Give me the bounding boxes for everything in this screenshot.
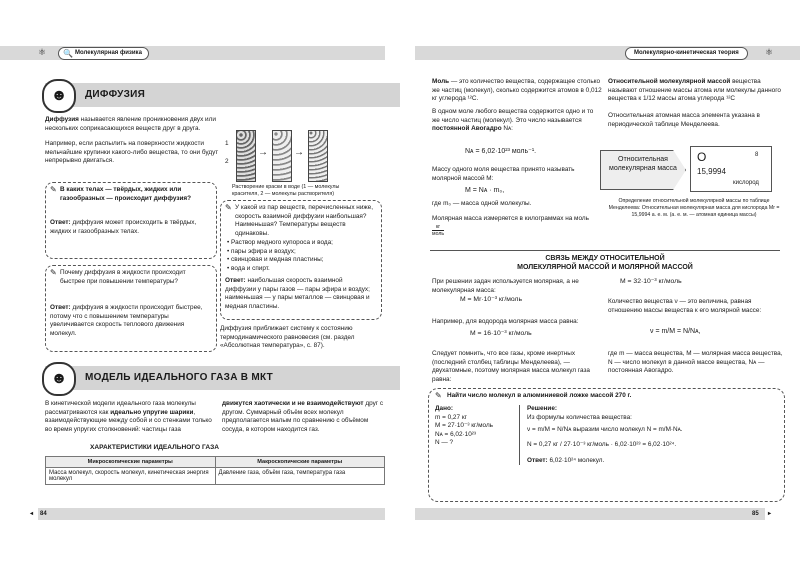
units-fraction: $\frac{кг}{\text{моль}}$ [432, 223, 445, 237]
diffusion-note: Диффузия приближает систему к состоянию термодинамического равновесия (см. раздел «Абсолютная температура», с. 87). [220, 325, 355, 350]
answer: Ответ: 6,02·10²⁴ молекул. [527, 457, 605, 465]
ideal-gas-table [45, 456, 385, 485]
avogadro-text: В одном моле любого вещества содержится одно и то же число частиц (молекул). Это число называется постоянной Авогадро Nᴀ: [432, 108, 594, 133]
relation-formula-1: M = Mr·10⁻³ кг/моль [460, 296, 523, 303]
ideal-gas-title: МОДЕЛЬ ИДЕАЛЬНОГО ГАЗА В МКТ [85, 372, 274, 383]
list-item: • Раствор медного купороса и вода; [227, 239, 333, 246]
answer-1: Ответ: диффузия может происходить в твёрдых, жидких и газообразных телах. [50, 219, 197, 235]
element-number: 8 [755, 152, 759, 158]
question-1: В каких телах — твёрдых, жидких или газообразных — происходит диффузия? [60, 186, 192, 202]
divider [430, 250, 780, 251]
given-item: N — ? [435, 439, 454, 447]
given-separator [519, 405, 520, 465]
scientist-icon: ☻ [42, 362, 76, 396]
relative-mass-text: Относительной молекулярной массой вещества называют отношение массы атома или молекулы данного вещества к 1/12 массы атома углерода ¹²C [608, 78, 781, 103]
table-row [46, 468, 385, 485]
table-cell: Давление газа, объём газа, температура газа [215, 468, 385, 485]
molar-mass-formula: M = Nᴀ · m₀, [465, 187, 505, 194]
right-header-title: Молекулярно-кинетическая теория [625, 47, 748, 60]
amount-note: где m — масса вещества, M — молярная масса вещества, N — число молекул в данной массе вещества, Nᴀ — постоянная Авогадро. [608, 350, 783, 375]
pencil-icon: ✎ [225, 203, 232, 212]
beaker-1 [236, 130, 256, 182]
list-item: • пары эфира и воздух; [227, 247, 296, 255]
page-number: 84 [40, 511, 47, 517]
given-block: Дано: m = 0,27 кг M = 27·10⁻³ кг/моль Nᴀ = 6,02·10²³ N — ? [435, 405, 515, 448]
q3-items [227, 239, 377, 273]
solution-block: Решение: Из формулы количества вещества: ν = m/M = N/Nᴀ выразим число молекул N = m/M·Nᴀ. N = 0,27 кг / 27·10⁻³ кг/моль · 6,02·10²³ = 6,02·10²⁴. Ответ: 6,02·10²⁴ молекул. [527, 405, 777, 466]
question-3: У какой из пар веществ, перечисленных ниже, скорость взаимной диффузии наибольшая? Наименьшая? Температуры веществ одинаковы. [235, 204, 374, 237]
magnifier-icon: 🔍 [63, 49, 73, 58]
left-header-title: 🔍 Молекулярная физика [58, 47, 149, 60]
question-2: Почему диффузия в жидкости происходит быстрее при повышении температуры? [60, 269, 186, 285]
right-footer-bar [415, 508, 765, 520]
fig-label-2: 2 [225, 158, 229, 165]
diffusion-definition: Диффузия называется явление проникновения двух или нескольких соприкасающихся веществ друг в друга. [45, 116, 216, 132]
column-header: Макроскопические параметры [215, 457, 385, 468]
m0-note: где m₀ — масса одной молекулы. [432, 200, 532, 207]
mol-definition: Моль — это количество вещества, содержащее столько же частиц (молекул), сколько содержится атомов в 0,012 кг углерода ¹²C. [432, 78, 602, 103]
list-item: • вода и спирт. [227, 264, 270, 272]
relation-title: СВЯЗЬ МЕЖДУ ОТНОСИТЕЛЬНОЙ МОЛЕКУЛЯРНОЙ МАССОЙ И МОЛЯРНОЙ МАССОЙ [517, 255, 693, 271]
amount-formula: ν = m/M = N/Nᴀ, [650, 328, 701, 335]
units-text: Молярная масса измеряется в килограммах на моль $\frac{кг}{\text{моль}}$ [432, 215, 589, 237]
question-box-1 [45, 182, 217, 259]
molecule-icon: ⚛ [765, 47, 774, 57]
right-page [400, 0, 800, 566]
ideal-gas-text-right: движутся хаотически и не взаимодействуют друг с другом. Суммарный объём всех молекул предполагается малым по сравнению с объёмом сосуда, в котором находится газ. [222, 400, 384, 433]
solution-formula-2: N = 0,27 кг / 27·10⁻³ кг/моль · 6,02·10²³ = 6,02·10²⁴. [527, 440, 677, 448]
card-caption: Определение относительной молекулярной массы по таблице Менделеева: Относительная молекулярная масса для кислорода Mr = 15,9994 а. е. м. (а. е. м. — атомная единица массы) [608, 198, 780, 218]
molar-mass-text: Массу одного моля вещества принято называть молярной массой M: [432, 166, 575, 182]
fig-label-1: 1 [225, 140, 229, 147]
question-box-2 [45, 265, 217, 352]
right-header-bar [415, 46, 800, 60]
beaker-2 [272, 130, 292, 182]
amount-text: Количество вещества ν — это величина, равная отношению массы вещества к его молярной массе: [608, 298, 762, 314]
relation-formula-2: M = 16·10⁻³ кг/моль [470, 330, 532, 337]
figure-caption: Растворение краски в воде (1 — молекулы красителя, 2 — молекулы растворителя) [232, 184, 340, 197]
element-mass: 15,9994 [697, 167, 726, 176]
column-header: Микроскопические параметры [46, 457, 216, 468]
element-tile [690, 146, 772, 192]
molecule-icon: ⚛ [38, 47, 47, 57]
periodic-table-note: Относительная атомная масса элемента указана в периодической таблице Менделеева. [608, 112, 760, 128]
left-footer-bar [38, 508, 385, 520]
arrow-icon: → [294, 147, 304, 158]
card-label: Относительная молекулярная масса [609, 156, 677, 172]
left-header-bar [0, 46, 385, 60]
pencil-icon: ✎ [50, 268, 57, 277]
arrow-icon: → [258, 147, 268, 158]
table-title: ХАРАКТЕРИСТИКИ ИДЕАЛЬНОГО ГАЗА [90, 444, 219, 451]
question-box-3 [220, 200, 382, 320]
task-box [428, 388, 785, 502]
relation-formula-3: M = 32·10⁻³ кг/моль [620, 278, 682, 285]
element-name: кислород [733, 180, 759, 186]
scientist-icon: ☻ [42, 79, 76, 113]
relation-text-2: Например, для водорода молярная масса равна: [432, 318, 579, 325]
table-cell: Масса молекул, скорость молекул, кинетическая энергия молекул [46, 468, 216, 485]
relation-text-3: Следует помнить, что все газы, кроме инертных (последний столбец таблицы Менделеева), — двухатомные, поэтому молярная масса молекул газа равна: [432, 350, 590, 383]
list-item: • свинцовая и медная пластины; [227, 256, 324, 264]
ideal-gas-section-header [45, 366, 400, 390]
task-prompt: Найти число молекул в алюминиевой ложке массой 270 г. [447, 392, 632, 399]
page-number: 85 [752, 511, 759, 517]
ideal-gas-text-left: В кинетической модели идеального газа молекулы рассматриваются как идеально упругие шарики, взаимодействующие между собой и со стенками только во время упругих столкновений: частицы газа [45, 400, 212, 433]
answer-2: Ответ: диффузия в жидкости происходит быстрее, потому что с повышением температуры увеличивается скорость теплового движения молекул. [50, 304, 203, 337]
pencil-icon: ✎ [435, 391, 442, 400]
avogadro-formula: Nᴀ = 6,02·10²³ моль⁻¹. [465, 148, 537, 155]
solution-formula-1: ν = m/M = N/Nᴀ выразим число молекул N = m/M·Nᴀ. [527, 426, 683, 434]
table-header-row [46, 457, 385, 468]
pencil-icon: ✎ [50, 185, 57, 194]
given-item: m = 0,27 кг [435, 413, 467, 421]
next-arrow-icon: ▸ [768, 511, 772, 517]
diffusion-example: Например, если распылить на поверхности жидкости мельчайшие крупинки какого-либо вещества, то они будут непрерывно двигаться. [45, 140, 219, 165]
diffusion-section-header [45, 83, 400, 107]
answer-3: Ответ: наибольшая скорость взаимной диффузии у пары газов — пары эфира и воздух; наименьшая — у пары металлов — свинцовая и медная пластины. [225, 277, 370, 310]
given-item: Nᴀ = 6,02·10²³ [435, 430, 476, 438]
diffusion-title: ДИФФУЗИЯ [85, 89, 146, 100]
element-symbol: O [697, 150, 707, 164]
relation-text-1: При решении задач используется молярная, а не молекулярная масса: [432, 278, 579, 294]
given-item: M = 27·10⁻³ кг/моль [435, 422, 493, 430]
prev-arrow-icon: ◂ [30, 511, 34, 517]
beaker-3 [308, 130, 328, 182]
